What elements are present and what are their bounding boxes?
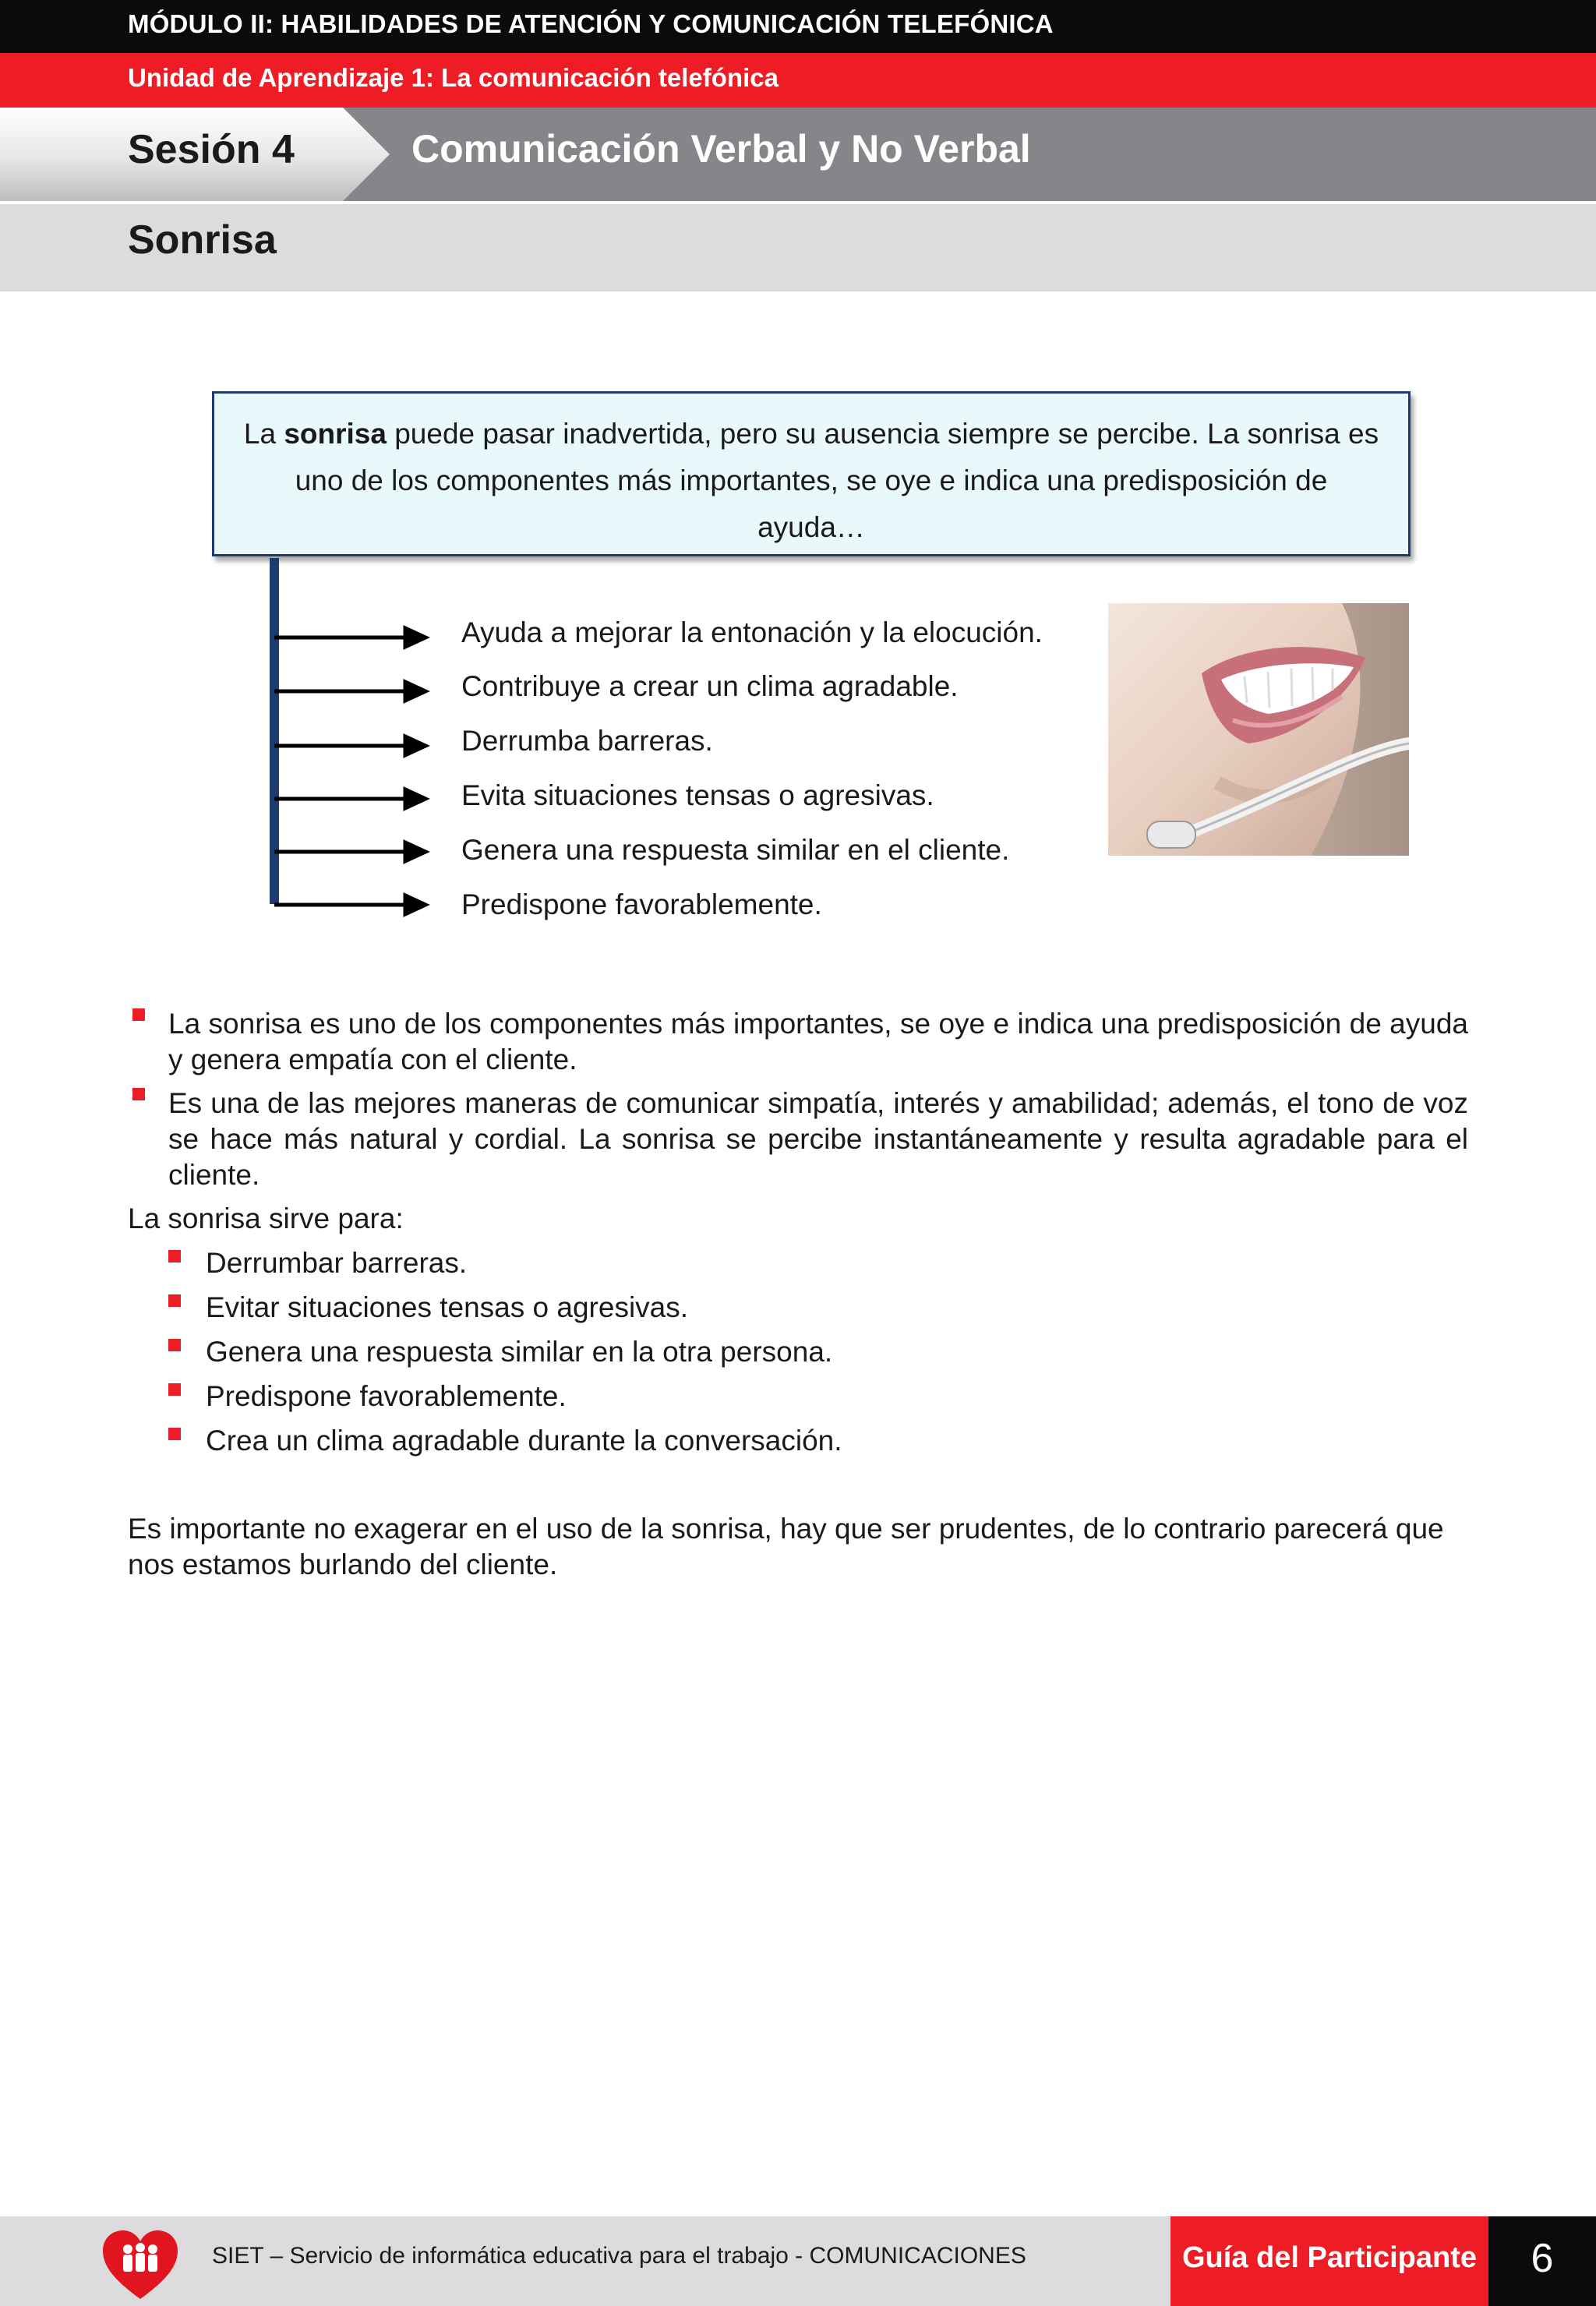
arrow-head <box>405 789 425 808</box>
use-item: Predispone favorablemente. <box>206 1380 567 1412</box>
bullet-square <box>168 1339 181 1351</box>
quote-prefix: La <box>243 418 284 450</box>
benefit-item: Genera una respuesta similar en el cliente. <box>461 834 1010 866</box>
module-title: MÓDULO II: HABILIDADES DE ATENCIÓN Y COMUNICACIÓN TELEFÓNICA <box>128 9 1054 38</box>
guide-label: Guía del Participante <box>1182 2241 1477 2274</box>
benefit-item: Evita situaciones tensas o agresivas. <box>461 779 934 811</box>
bullet-square <box>132 1088 145 1100</box>
benefit-item: Predispone favorablemente. <box>461 888 822 920</box>
use-item: Evitar situaciones tensas o agresivas. <box>206 1291 689 1323</box>
smile-headset-photo <box>1108 603 1409 856</box>
bullet-square <box>168 1294 181 1307</box>
arrow-head <box>405 682 425 701</box>
body-bullet: La sonrisa es uno de los componentes más importantes, se oye e indica una predisposición de ayuda y genera empatía con el cliente. <box>168 1008 1468 1075</box>
page-number: 6 <box>1531 2236 1554 2281</box>
arrow-head <box>405 842 425 861</box>
use-item: Derrumbar barreras. <box>206 1247 468 1279</box>
quote-rest: puede pasar inadvertida, pero su ausencia siempre se percibe. La sonrisa es uno de los componentes más importantes, se oye e indica una predisposición de ayuda… <box>295 418 1379 543</box>
session-title: Comunicación Verbal y No Verbal <box>411 127 1031 171</box>
session-label: Sesión 4 <box>128 127 295 172</box>
use-item: Genera una respuesta similar en la otra persona. <box>206 1336 833 1368</box>
bullet-square <box>168 1383 181 1396</box>
arrow-head <box>405 628 425 647</box>
closing-paragraph: Es importante no exagerar en el uso de la sonrisa, hay que ser prudentes, de lo contrario parecerá que nos estamos burlando del cliente. <box>128 1513 1444 1580</box>
benefit-item: Contribuye a crear un clima agradable. <box>461 670 959 702</box>
quote-box <box>212 391 1411 556</box>
page-title: Sonrisa <box>128 217 277 263</box>
footer-org-text: SIET – Servicio de informática educativa para el trabajo - COMUNICACIONES <box>212 2243 1026 2269</box>
use-item: Crea un clima agradable durante la conversación. <box>206 1425 842 1457</box>
arrow-head <box>405 895 425 914</box>
bullet-square <box>168 1250 181 1262</box>
unit-header <box>0 53 1596 108</box>
bullet-square <box>132 1008 145 1021</box>
bullet-square <box>168 1428 181 1440</box>
heart-logo-icon <box>101 2229 179 2301</box>
uses-intro: La sonrisa sirve para: <box>128 1202 404 1234</box>
unit-title: Unidad de Aprendizaje 1: La comunicación telefónica <box>128 63 779 92</box>
body-bullet: Es una de las mejores maneras de comunicar simpatía, interés y amabilidad; además, el tono de voz se hace más natural y cordial. La sonrisa se percibe instantáneamente y resulta agradable para el cliente. <box>168 1087 1468 1191</box>
benefit-item: Derrumba barreras. <box>461 725 713 757</box>
quote-bold-word: sonrisa <box>284 418 387 450</box>
benefit-item: Ayuda a mejorar la entonación y la elocución. <box>461 616 1043 648</box>
arrow-head <box>405 736 425 755</box>
module-header <box>0 0 1596 53</box>
